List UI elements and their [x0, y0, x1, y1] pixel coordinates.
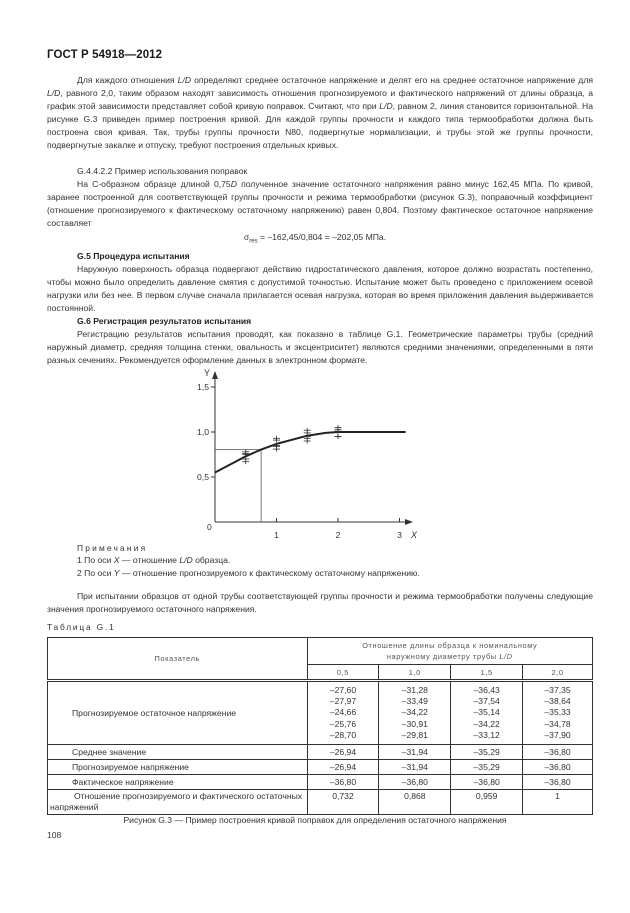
- paragraph-table-intro: При испытании образцов от одной трубы соответствующей группы прочности и режима термообработки получены следующие значения прогнозируемого остаточного напряжения.: [47, 591, 593, 615]
- header-ld-group: [307, 638, 592, 665]
- section-heading-g6: G.6 Регистрация результатов испытания: [77, 316, 252, 326]
- header-col-0-5: 0,5: [307, 665, 379, 681]
- cell-value: 0,732: [307, 790, 379, 815]
- cell-value: –26,94: [307, 760, 379, 775]
- cell-value: –26,94: [307, 745, 379, 760]
- row-label: Прогнозируемое напряжение: [48, 760, 308, 775]
- cell-value: –31,94: [379, 745, 451, 760]
- origin-label: 0: [207, 522, 212, 532]
- cell-values: [379, 681, 451, 745]
- d-symbol: D: [230, 179, 237, 189]
- header-col-2-0: 2,0: [523, 665, 593, 681]
- text: образца.: [192, 555, 231, 565]
- table-caption: Таблица G.1: [47, 622, 116, 632]
- ld-symbol: L/D: [179, 555, 193, 565]
- sigma-symbol: σ: [243, 232, 250, 242]
- cell-value: 0,868: [379, 790, 451, 815]
- x-tick-label: 3: [397, 530, 402, 540]
- cell-value: –36,80: [523, 775, 593, 790]
- header-col-1-5: 1,5: [451, 665, 523, 681]
- cell-value: –35,14: [473, 707, 500, 718]
- document-header: ГОСТ Р 54918—2012: [47, 49, 163, 61]
- text: 2 По оси: [77, 568, 114, 578]
- text: , равного 2,0, таким образом находят зависимость отношения прогнозируемого и фактического напряжений от длины образца, а график этой зависимости представляет собой кривую поправок. Считают, что при: [47, 88, 593, 112]
- cell-value: –37,90: [544, 729, 571, 740]
- x-axis-label: X: [411, 530, 418, 540]
- table-row: [48, 745, 593, 760]
- cell-value: –35,29: [451, 760, 523, 775]
- note-1: [47, 554, 593, 567]
- cell-value: –37,35: [544, 685, 571, 695]
- text: — отношение: [119, 555, 180, 565]
- cell-value: –36,43: [473, 685, 500, 695]
- y-symbol: Y: [113, 568, 120, 578]
- page-number: 108: [47, 830, 62, 840]
- paragraph-g5: Наружную поверхность образца подвергают действию гидростатического давления, которое должно возрастать постепенно, чтобы можно было определить давление смятия с допустимой точностью. Испытание может быть проведено с приложением осевой нагрузки или без нее. В первом случае сначала прилагается осевая нагрузка, которая во время приложения давления выдерживается постоянной.: [47, 264, 593, 314]
- cell-value: –36,80: [451, 775, 523, 790]
- y-tick-label: 1,5: [197, 382, 209, 392]
- text: полученное значение остаточного напряжения равно минус 162,45 МПа. По кривой, заранее построенной для соответствующей группы прочности и режима термообработки (рисунок G.3), поправочный коэффициент (отношение прогнозируемого к фактическому остаточному напряжению) равен 0,804. Поэтому фактическое остаточное напряжение составляет: [47, 179, 593, 229]
- row-label: Фактическое напряжение: [48, 775, 308, 790]
- cell-values: [307, 681, 379, 745]
- cell-value: –25,76: [329, 718, 357, 729]
- cell-value: –27,97: [329, 696, 357, 707]
- text: На С-образном образце длиной 0,75: [77, 179, 231, 189]
- cell-value: 1: [523, 790, 593, 815]
- text: 1 По оси: [77, 555, 114, 565]
- x-symbol: X: [113, 555, 120, 565]
- cell-values: [451, 681, 523, 745]
- ld-symbol: L/D: [177, 75, 192, 85]
- cell-value: –34,22: [473, 718, 500, 729]
- y-tick-label: 1,0: [197, 427, 209, 437]
- header-col-1-0: 1,0: [379, 665, 451, 681]
- header-group-line1: Отношение длины образца к номинальному: [362, 641, 538, 650]
- cell-value: –35,29: [451, 745, 523, 760]
- section-heading-g4422: G.4.4.2.2 Пример использования поправок: [77, 166, 248, 176]
- notes-title: Примечания: [77, 543, 148, 553]
- cell-values: [523, 681, 593, 745]
- note-2: [47, 567, 593, 580]
- text: , равном 2, линия становится горизонтальной. На рисунке G.3 приведен пример построения кривой. Для каждой группы прочности и каждого типа термообработки должна быть построена своя кривая. Так, трубы группы прочности N80, подвергнутые нормализации, и трубы этой же группы прочности, подвергнутые закалке и отпуску, требуют построения отдельных кривых.: [47, 101, 593, 151]
- formula-text: = –162,45/0,804 = –202,05 МПа.: [257, 232, 387, 242]
- cell-value: –37,54: [473, 696, 500, 707]
- cell-value: –36,80: [523, 760, 593, 775]
- cell-value: –36,80: [307, 775, 379, 790]
- text: определяют среднее остаточное напряжение и делят его на среднее остаточное напряжение для: [191, 75, 593, 85]
- cell-value: –31,94: [379, 760, 451, 775]
- cell-value: –38,64: [544, 696, 571, 707]
- table-row: [48, 775, 593, 790]
- row-label: Прогнозируемое остаточное напряжение: [48, 681, 308, 745]
- header-indicator: Показатель: [48, 638, 308, 681]
- ld-symbol: L/D: [499, 652, 513, 661]
- cell-value: –33,49: [401, 696, 428, 707]
- ld-symbol: L/D: [47, 88, 61, 99]
- table-row: [48, 760, 593, 775]
- header-group-line2: [308, 651, 592, 662]
- y-tick-label: 0,5: [197, 472, 209, 482]
- table-row: [48, 681, 593, 745]
- row-label: Отношение прогнозируемого и фактического остаточных напряжений: [48, 790, 308, 815]
- cell-value: –34,78: [544, 718, 571, 729]
- cell-value: 0,959: [451, 790, 523, 815]
- cell-value: –31,28: [401, 685, 428, 695]
- cell-value: –27,60: [329, 685, 357, 695]
- text: наружному диаметру трубы: [386, 652, 500, 661]
- row-label: Среднее значение: [48, 745, 308, 760]
- cell-value: –29,81: [401, 729, 428, 740]
- paragraph-g6: Регистрацию результатов испытания проводят, как показано в таблице G.1. Геометрические параметры трубы (средний наружный диаметр, средняя толщина стенки, овальность и эксцентриситет) являются средними значениями, определенными в пяти разных сечениях. Рекомендуется оформление данных в электронном формате.: [47, 329, 593, 366]
- text: — отношение прогнозируемого к фактическому остаточному напряжению.: [119, 568, 420, 578]
- text: Для каждого отношения: [77, 75, 178, 85]
- cell-value: –24,66: [329, 707, 357, 718]
- x-tick-label: 2: [335, 530, 341, 540]
- chart-plot-area: [197, 372, 412, 540]
- figure-caption: Рисунок G.3 — Пример построения кривой поправок для определения остаточного напряжения: [123, 815, 507, 825]
- table-row: [48, 790, 593, 815]
- cell-value: –35,33: [544, 707, 571, 718]
- x-tick-label: 1: [274, 530, 279, 540]
- cell-value: –36,80: [379, 775, 451, 790]
- ld-symbol: L/D: [379, 101, 393, 112]
- cell-value: –36,80: [523, 745, 593, 760]
- y-axis-label: Y: [204, 368, 211, 378]
- section-heading-g5: G.5 Процедура испытания: [77, 251, 190, 261]
- subscript: res: [249, 238, 258, 245]
- cell-value: –30,91: [401, 718, 428, 729]
- table-g1: [47, 637, 593, 815]
- cell-value: –33,12: [473, 729, 500, 740]
- cell-value: –34,22: [401, 707, 428, 718]
- cell-value: –28,70: [329, 729, 357, 740]
